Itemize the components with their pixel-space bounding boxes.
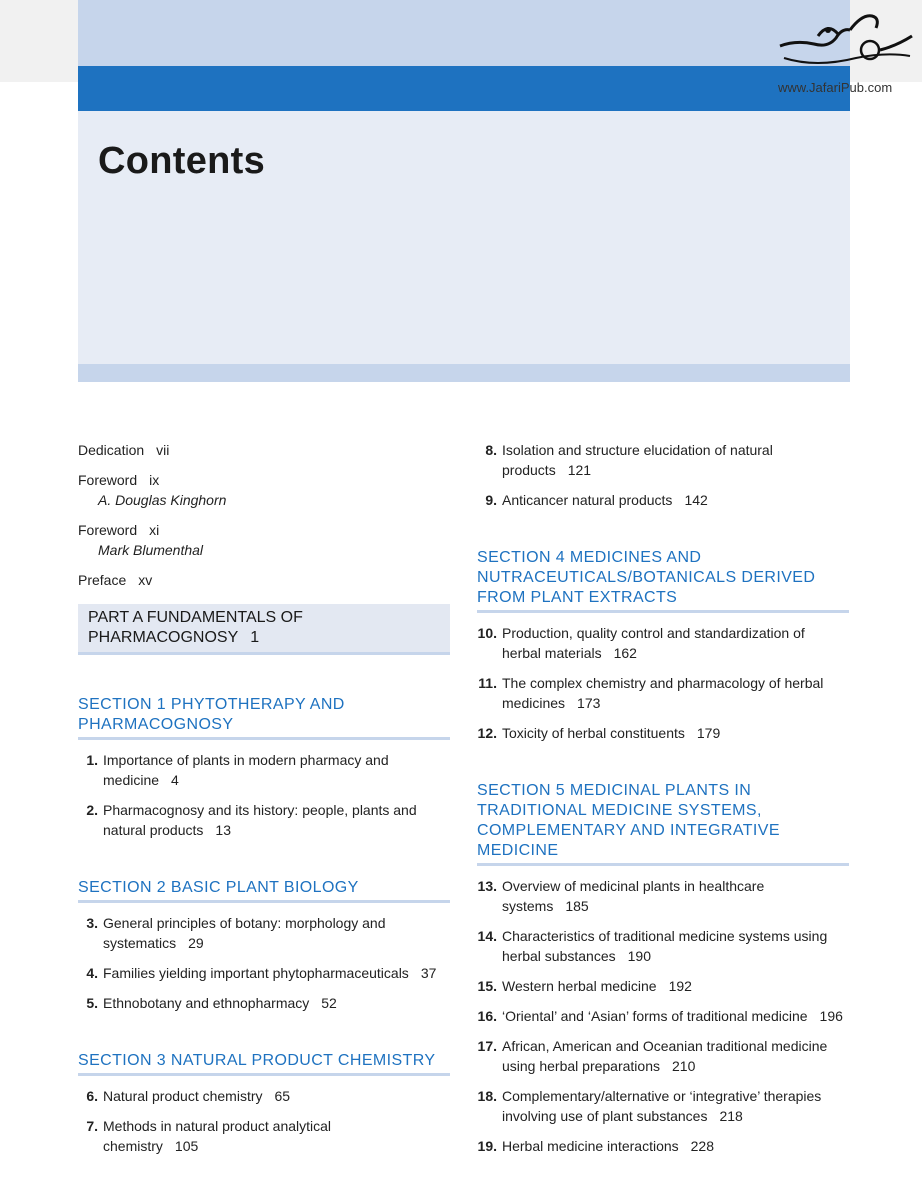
chapter-entry: 17. African, American and Oceanian traditional medicine using herbal preparations 210 xyxy=(477,1038,828,1074)
publisher-logo-icon xyxy=(776,6,916,76)
part-a-heading: PART A FUNDAMENTALS OF PHARMACOGNOSY 1 xyxy=(78,604,450,655)
chapter-entry: 2. Pharmacognosy and its history: people, plants and natural products 13 xyxy=(86,802,417,838)
front-matter-dedication: Dedication vii xyxy=(78,442,170,458)
foreword-author: Mark Blumenthal xyxy=(98,542,204,558)
header-bottom-band xyxy=(78,364,850,382)
chapter-entry: 11. The complex chemistry and pharmacology of herbal medicines 173 xyxy=(478,675,824,711)
chapter-entry: 16. ‘Oriental’ and ‘Asian’ forms of traditional medicine 196 xyxy=(477,1008,843,1024)
page-title: Contents xyxy=(98,140,266,182)
front-matter-preface: Preface xv xyxy=(78,572,153,588)
chapter-entry: 10. Production, quality control and standardization of herbal materials 162 xyxy=(477,625,805,661)
chapter-entry: 13. Overview of medicinal plants in healthcare systems 185 xyxy=(477,878,765,914)
section-4-heading: SECTION 4 MEDICINES AND NUTRACEUTICALS/BOTANICALS DERIVED FROM PLANT EXTRACTS xyxy=(477,548,849,613)
section-2-heading: SECTION 2 BASIC PLANT BIOLOGY xyxy=(78,878,450,903)
section-1-heading: SECTION 1 PHYTOTHERAPY AND PHARMACOGNOSY xyxy=(78,695,450,740)
front-matter-foreword-1: Foreword ix A. Douglas Kinghorn xyxy=(78,470,450,510)
header-blue-bar xyxy=(78,66,850,111)
chapter-entry: 1. Importance of plants in modern pharmacy and medicine 4 xyxy=(86,752,389,788)
chapter-entry: 9. Anticancer natural products 142 xyxy=(485,492,708,508)
chapter-entry: 14. Characteristics of traditional medicine systems using herbal substances 190 xyxy=(477,928,828,964)
header-light-band xyxy=(78,0,850,66)
chapter-entry: 4. Families yielding important phytopharmaceuticals 37 xyxy=(86,965,437,981)
chapter-entry: 5. Ethnobotany and ethnopharmacy 52 xyxy=(86,995,337,1011)
chapter-entry: 8. Isolation and structure elucidation of natural products 121 xyxy=(485,442,773,478)
chapter-entry: 12. Toxicity of herbal constituents 179 xyxy=(477,725,721,741)
section-3-heading: SECTION 3 NATURAL PRODUCT CHEMISTRY xyxy=(78,1051,450,1076)
chapter-entry: 15. Western herbal medicine 192 xyxy=(477,978,692,994)
section-5-heading: SECTION 5 MEDICINAL PLANTS IN TRADITIONAL MEDICINE SYSTEMS, COMPLEMENTARY AND INTEGRATIVE MEDICINE xyxy=(477,781,849,866)
front-matter-foreword-2: Foreword xi Mark Blumenthal xyxy=(78,520,450,560)
foreword-author: A. Douglas Kinghorn xyxy=(98,492,227,508)
contents-left-column xyxy=(78,440,450,1166)
chapter-entry: 19. Herbal medicine interactions 228 xyxy=(477,1138,714,1154)
chapter-entry: 6. Natural product chemistry 65 xyxy=(86,1088,291,1104)
contents-right-column xyxy=(477,440,849,1166)
chapter-entry: 18. Complementary/alternative or ‘integrative’ therapies involving use of plant substances 218 xyxy=(477,1088,822,1124)
publisher-url: www.JafariPub.com xyxy=(778,80,893,95)
chapter-entry: 7. Methods in natural product analytical chemistry 105 xyxy=(86,1118,332,1154)
chapter-entry: 3. General principles of botany: morphology and systematics 29 xyxy=(86,915,386,951)
